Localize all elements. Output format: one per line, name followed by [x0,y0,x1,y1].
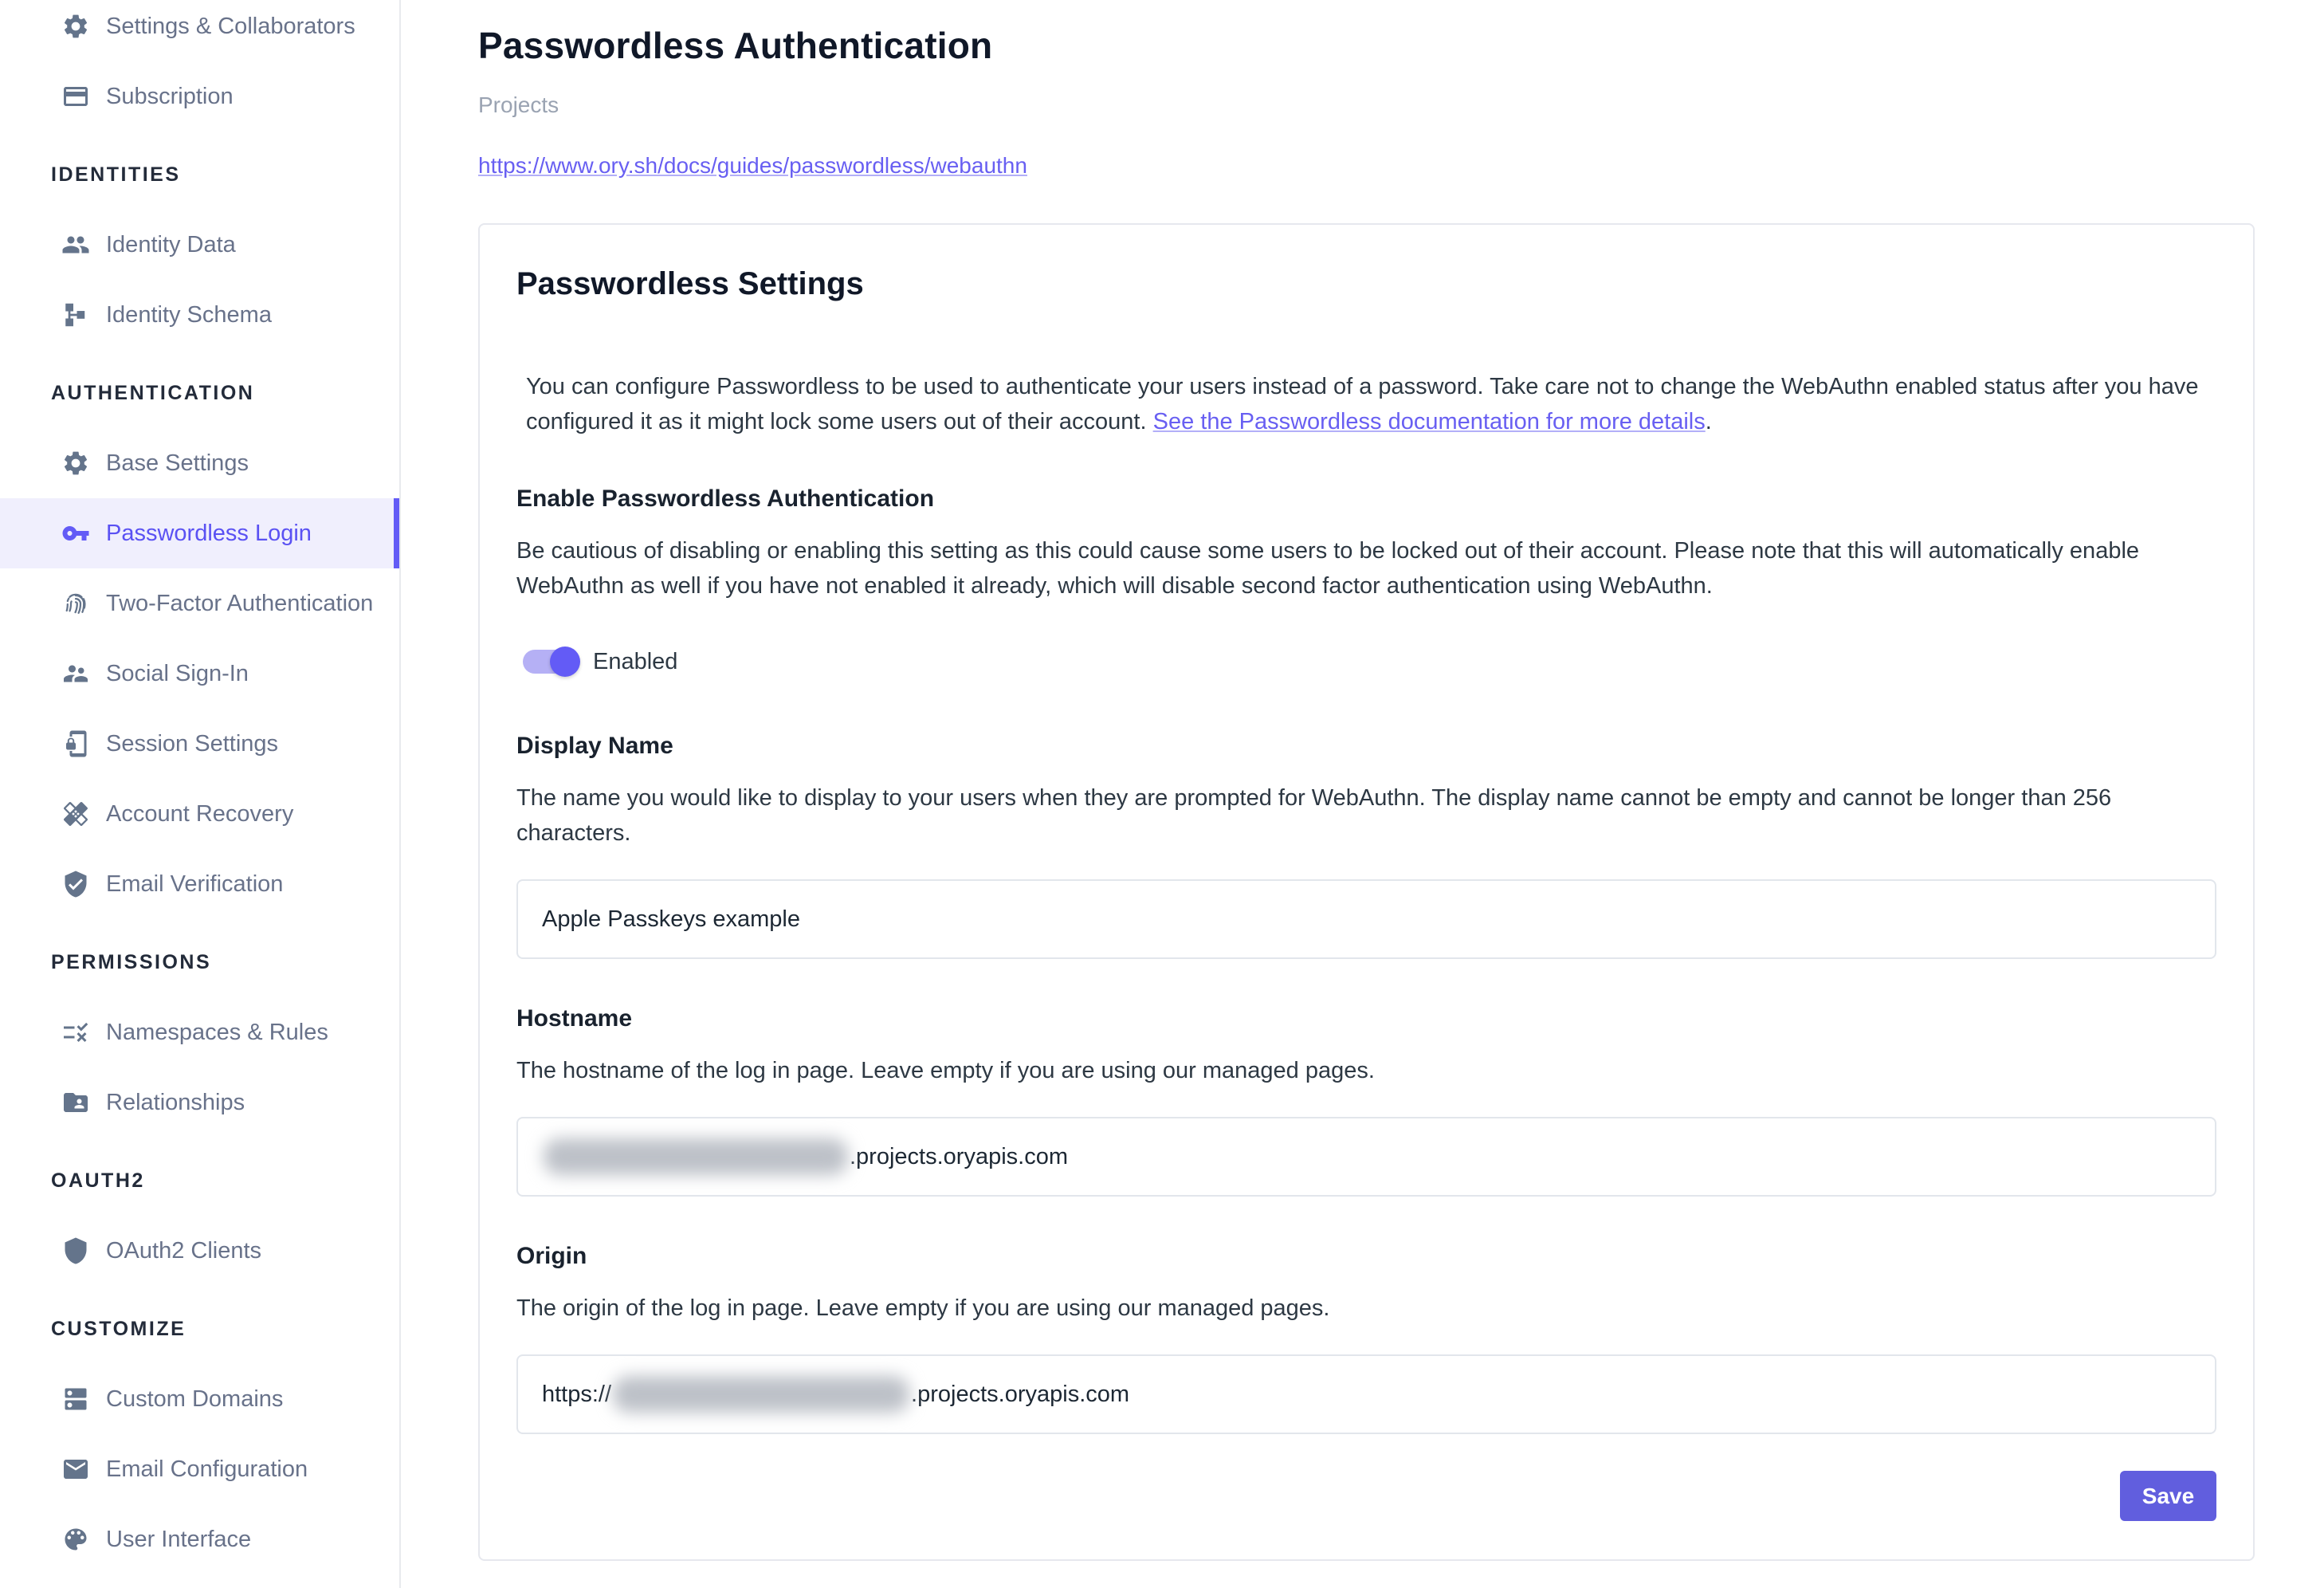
sidebar-nav [0,0,399,1574]
save-row [516,1471,2216,1521]
sidebar-item-label: Two-Factor Authentication [106,590,374,616]
passwordless-docs-link[interactable]: See the Passwordless documentation for more details [1152,409,1706,434]
sidebar-item-label: Base Settings [106,450,249,476]
sidebar-item-label: Social Sign-In [106,660,249,686]
sidebar-item-namespaces-rules[interactable] [0,997,399,1067]
sidebar-item-oauth2-clients[interactable] [0,1216,399,1286]
sidebar-item-label: Email Verification [106,871,284,897]
display-name-input[interactable] [516,879,2216,959]
enable-description: Be cautious of disabling or enabling this setting as this could cause some users to be locked out of their account. Please note that this will automatically enable WebAuthn as well if you have not enabled it already, which will disable second factor authentication using WebAuthn. [516,538,2140,599]
origin-input[interactable] [516,1354,2216,1434]
sidebar-item-relationships[interactable] [0,1067,399,1138]
enable-heading: Enable Passwordless Authentication [516,485,935,512]
phone-lock-icon [61,729,90,758]
docs-link[interactable]: https://www.ory.sh/docs/guides/passwordless/webauthn [478,153,1027,178]
card-title: Passwordless Settings [516,266,864,301]
intro-suffix: . [1705,409,1712,434]
healing-icon [61,800,90,828]
sidebar-item-two-factor[interactable] [0,568,399,639]
sidebar-item-email-configuration[interactable] [0,1434,399,1504]
main-content [401,0,2324,1588]
sidebar-item-label: User Interface [106,1526,252,1552]
sidebar-item-passwordless-login[interactable] [0,498,399,568]
sidebar-item-identity-data[interactable] [0,210,399,280]
card-intro [516,369,2216,439]
sidebar-item-label: Passwordless Login [106,520,312,546]
people-icon [61,230,90,259]
breadcrumb: Projects [478,92,559,117]
sidebar-section-customize: CUSTOMIZE [51,1317,186,1340]
server-stack-icon [61,1385,90,1413]
sidebar-item-email-verification[interactable] [0,849,399,919]
sidebar-item-user-interface[interactable] [0,1504,399,1574]
hostname-input[interactable] [516,1117,2216,1197]
sidebar-item-subscription[interactable] [0,61,399,132]
origin-prefix: https:// [542,1381,612,1407]
schema-icon [61,301,90,329]
redacted-text [613,1376,909,1413]
enable-toggle-row [516,637,2216,686]
sidebar-section-oauth2: OAUTH2 [51,1169,145,1192]
origin-suffix: .projects.oryapis.com [911,1381,1130,1407]
origin-heading: Origin [516,1243,587,1269]
mail-icon [61,1455,90,1484]
hostname-description: The hostname of the log in page. Leave empty if you are using our managed pages. [516,1058,1375,1083]
sidebar-item-label: Identity Schema [106,301,272,328]
sidebar-item-account-recovery[interactable] [0,779,399,849]
fingerprint-icon [61,589,90,618]
gear-icon [61,12,90,41]
sidebar-item-label: Session Settings [106,730,279,757]
gear-icon [61,449,90,478]
sidebar-item-label: Settings & Collaborators [106,13,355,39]
sidebar-item-label: Custom Domains [106,1386,284,1412]
key-icon [61,519,90,548]
save-button[interactable]: Save [2120,1471,2216,1521]
credit-card-icon [61,82,90,111]
sidebar-item-base-settings[interactable] [0,428,399,498]
sidebar-item-identity-schema[interactable] [0,280,399,350]
toggle-label: Enabled [593,648,678,674]
sidebar-item-label: OAuth2 Clients [106,1237,262,1264]
people-duo-icon [61,659,90,688]
sidebar-section-permissions: PERMISSIONS [51,950,212,973]
sidebar-item-social-sign-in[interactable] [0,639,399,709]
page-title: Passwordless Authentication [478,25,993,66]
folder-person-icon [61,1088,90,1117]
shield-check-icon [61,870,90,898]
origin-description: The origin of the log in page. Leave empty if you are using our managed pages. [516,1295,1330,1321]
sidebar-item-label: Email Configuration [106,1456,308,1482]
passwordless-toggle[interactable] [523,650,579,674]
sidebar-item-label: Identity Data [106,231,236,257]
sidebar [0,0,401,1588]
sidebar-section-authentication: AUTHENTICATION [51,381,255,404]
redacted-text [544,1138,848,1175]
sidebar-item-settings-collaborators[interactable] [0,0,399,61]
hostname-heading: Hostname [516,1005,633,1032]
rule-icon [61,1018,90,1047]
toggle-thumb [550,647,580,677]
sidebar-section-identities: IDENTITIES [51,163,181,186]
passwordless-settings-card [478,223,2255,1561]
hostname-suffix: .projects.oryapis.com [850,1143,1068,1169]
palette-icon [61,1525,90,1554]
sidebar-item-session-settings[interactable] [0,709,399,779]
sidebar-item-custom-domains[interactable] [0,1364,399,1434]
sidebar-item-label: Namespaces & Rules [106,1019,328,1045]
display-name-heading: Display Name [516,733,673,759]
sidebar-item-label: Subscription [106,83,234,109]
intro-text: You can configure Passwordless to be used to authenticate your users instead of a password. Take care not to change the WebAuthn enabled status after you have configured it as it might lock some users out of their account. [526,374,2199,434]
sidebar-item-label: Account Recovery [106,800,294,827]
sidebar-item-label: Relationships [106,1089,245,1115]
shield-icon [61,1236,90,1265]
display-name-description: The name you would like to display to your users when they are prompted for WebAuthn. The display name cannot be empty and cannot be longer than 256 characters. [516,785,2112,846]
